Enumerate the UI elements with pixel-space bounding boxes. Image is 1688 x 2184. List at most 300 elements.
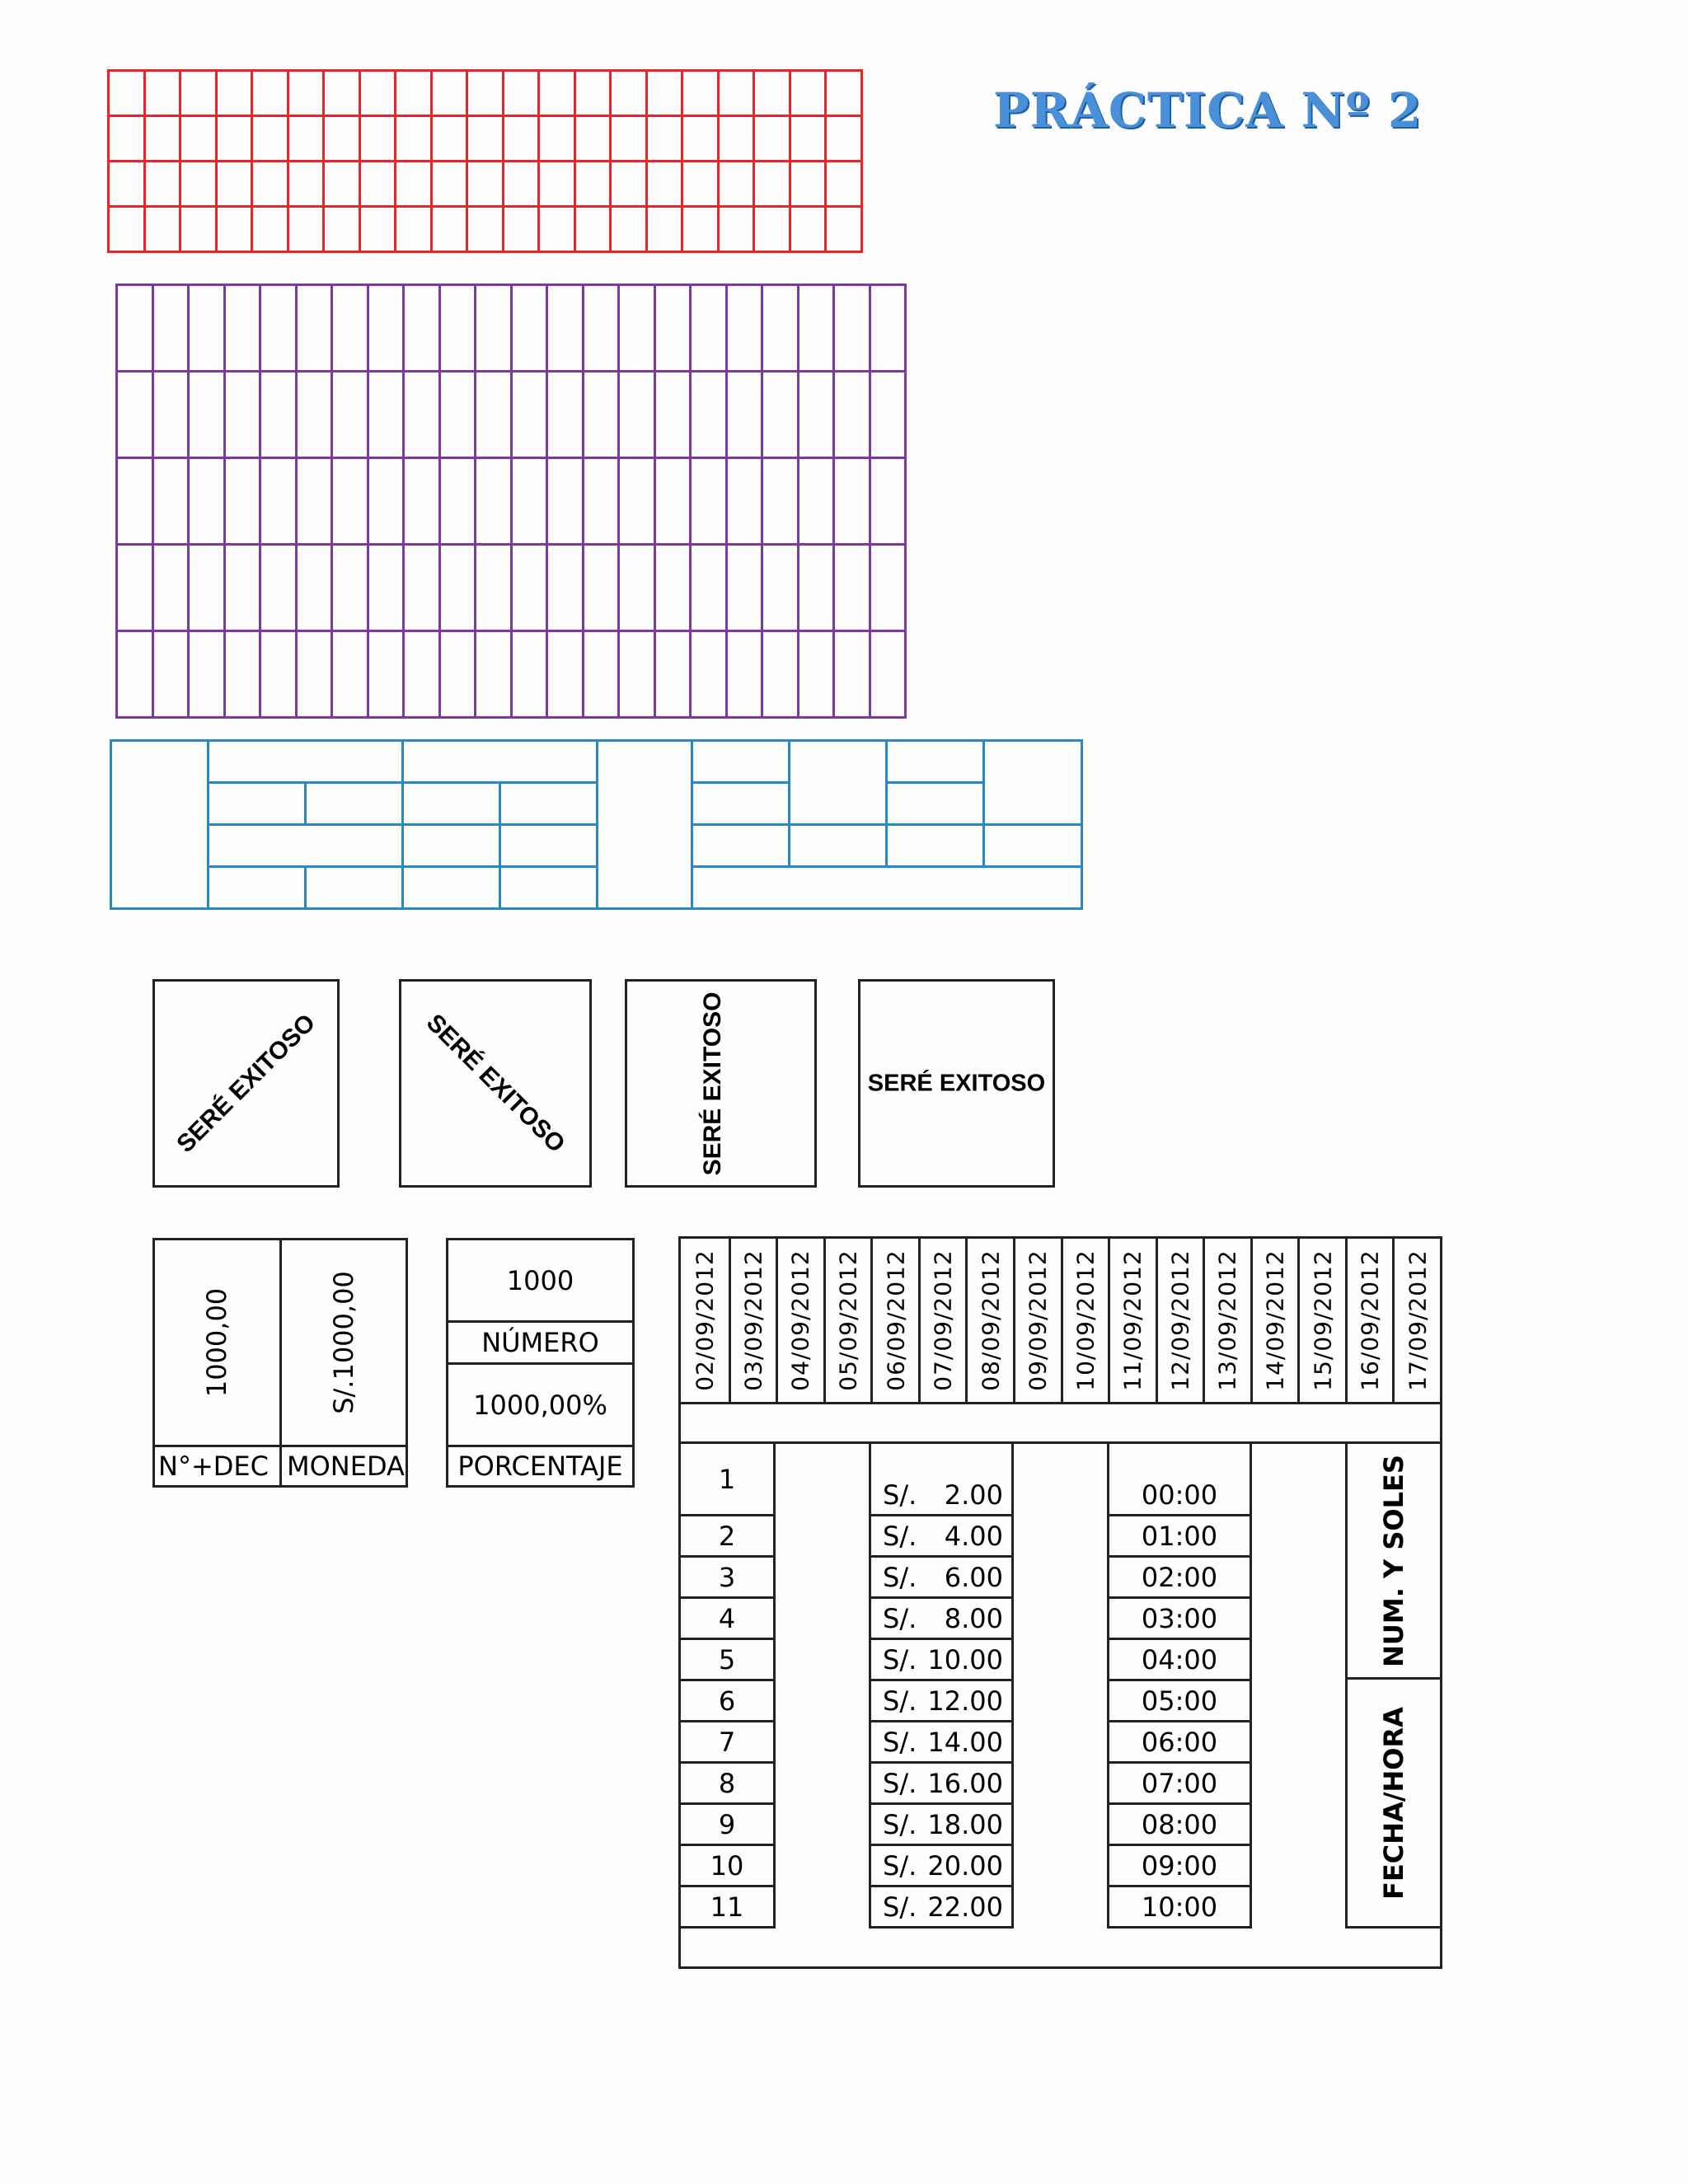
- grid-cell: [762, 372, 799, 458]
- date-header-cell: [1250, 1239, 1298, 1402]
- grid-cell: [189, 545, 225, 631]
- currency-symbol: S/.: [883, 1767, 917, 1799]
- grid-cell: [181, 116, 217, 162]
- grid-cell: [117, 458, 153, 545]
- list-item: [678, 1679, 776, 1722]
- grid-cell: [224, 285, 260, 372]
- table-cell: [887, 741, 984, 783]
- time-value: 09:00: [1141, 1849, 1218, 1882]
- grid-cell: [619, 372, 655, 458]
- num-dec-label: N°+DEC: [152, 1445, 282, 1488]
- date-label: 05/09/2012: [834, 1249, 862, 1391]
- list-item: [1107, 1885, 1252, 1929]
- table-cell: [209, 783, 306, 825]
- date-header-cell: [1061, 1239, 1109, 1402]
- grid-cell: [798, 545, 834, 631]
- grid-cell: [619, 285, 655, 372]
- list-item: [1107, 1555, 1252, 1599]
- grid-cell: [762, 285, 799, 372]
- amount-value: 10.00: [927, 1643, 1003, 1675]
- grid-cell: [260, 631, 297, 718]
- grid-cell: [117, 372, 153, 458]
- amount-value: 4.00: [944, 1520, 1003, 1552]
- date-header-cell: [1297, 1239, 1345, 1402]
- number-value: 3: [718, 1561, 736, 1593]
- grid-cell: [189, 458, 225, 545]
- date-label: 12/09/2012: [1166, 1249, 1194, 1391]
- grid-cell: [109, 162, 145, 207]
- date-header-row: [678, 1236, 1442, 1404]
- time-value: 08:00: [1141, 1808, 1218, 1840]
- date-label: 15/09/2012: [1309, 1249, 1337, 1391]
- percent-label: PORCENTAJE: [446, 1445, 635, 1488]
- date-header-cell: [1345, 1239, 1393, 1402]
- table-cell: [692, 741, 790, 783]
- grid-cell: [691, 545, 727, 631]
- grid-cell: [439, 285, 476, 372]
- grid-cell: [654, 372, 691, 458]
- grid-cell: [682, 116, 719, 162]
- number-value: 5: [718, 1643, 736, 1675]
- grid-cell: [691, 372, 727, 458]
- table-cell: [403, 825, 500, 867]
- page-title: PRÁCTICA Nº 2: [993, 82, 1423, 138]
- time-value: 01:00: [1141, 1520, 1218, 1552]
- table-cell: [403, 783, 500, 825]
- grid-cell: [404, 631, 440, 718]
- grid-cell: [574, 207, 611, 252]
- grid-cell: [181, 71, 217, 116]
- grid-cell: [539, 207, 575, 252]
- date-header-cell: [918, 1239, 966, 1402]
- grid-cell: [396, 207, 432, 252]
- grid-cell: [144, 162, 181, 207]
- list-item: [678, 1885, 776, 1929]
- grid-cell: [404, 372, 440, 458]
- grid-cell: [646, 162, 682, 207]
- grid-cell: [368, 631, 404, 718]
- number-value: 11: [710, 1891, 744, 1923]
- grid-cell: [332, 372, 368, 458]
- list-item: [1107, 1761, 1252, 1805]
- horizontal-text-box: [858, 979, 1055, 1188]
- date-label: 03/09/2012: [739, 1249, 767, 1391]
- grid-cell: [152, 285, 189, 372]
- merged-cell: [692, 867, 1082, 909]
- list-item: [678, 1441, 776, 1516]
- grid-cell: [181, 162, 217, 207]
- grid-cell: [539, 116, 575, 162]
- grid-cell: [260, 372, 297, 458]
- grid-cell: [503, 71, 539, 116]
- grid-cell: [252, 71, 288, 116]
- grid-cell: [216, 162, 252, 207]
- list-item: [869, 1802, 1014, 1846]
- grid-cell: [691, 285, 727, 372]
- time-value: 05:00: [1141, 1685, 1218, 1717]
- grid-cell: [252, 162, 288, 207]
- date-header-cell: [1108, 1239, 1156, 1402]
- amount-value: 12.00: [927, 1685, 1003, 1717]
- grid-cell: [144, 71, 181, 116]
- grid-cell: [359, 207, 396, 252]
- date-header-cell: [1203, 1239, 1250, 1402]
- grid-cell: [476, 285, 512, 372]
- merged-cell: [111, 741, 209, 909]
- grid-cell: [762, 458, 799, 545]
- grid-cell: [726, 545, 762, 631]
- grid-cell: [547, 545, 584, 631]
- grid-cell: [547, 372, 584, 458]
- list-item: [678, 1638, 776, 1681]
- table-cell: [692, 783, 790, 825]
- rotated-text-box-minus45: [399, 979, 592, 1188]
- grid-cell: [260, 285, 297, 372]
- currency-cell: [279, 1238, 408, 1447]
- grid-cell: [216, 207, 252, 252]
- grid-cell: [790, 71, 826, 116]
- grid-cell: [583, 458, 619, 545]
- table-cell: [209, 867, 306, 909]
- grid-cell: [332, 545, 368, 631]
- grid-cell: [762, 545, 799, 631]
- time-value: 07:00: [1141, 1767, 1218, 1799]
- side-label-fecha-hora: FECHA/HORA: [1378, 1706, 1410, 1900]
- grid-cell: [503, 162, 539, 207]
- grid-cell: [834, 285, 870, 372]
- grid-cell: [109, 116, 145, 162]
- grid-cell: [762, 631, 799, 718]
- currency-symbol: S/.: [883, 1602, 917, 1634]
- grid-cell: [368, 458, 404, 545]
- num-dec-cell: [152, 1238, 282, 1447]
- table-cell: [403, 867, 500, 909]
- date-label: 16/09/2012: [1356, 1249, 1384, 1391]
- horizontal-text: SERÉ EXITOSO: [867, 1070, 1046, 1096]
- currency-symbol: S/.: [883, 1808, 917, 1840]
- grid-cell: [189, 631, 225, 718]
- currency-value: S/.1000,00: [328, 1271, 359, 1414]
- grid-cell: [189, 285, 225, 372]
- grid-cell: [431, 71, 467, 116]
- currency-symbol: S/.: [883, 1479, 917, 1511]
- amount-value: 8.00: [944, 1602, 1003, 1634]
- number-value: 1000: [446, 1238, 635, 1323]
- grid-cell: [404, 285, 440, 372]
- list-item: [1107, 1638, 1252, 1681]
- grid-cell: [252, 207, 288, 252]
- date-label: 11/09/2012: [1118, 1249, 1146, 1391]
- number-value: 7: [718, 1726, 736, 1758]
- grid-cell: [790, 116, 826, 162]
- grid-cell: [404, 458, 440, 545]
- grid-cell: [691, 631, 727, 718]
- date-label: 14/09/2012: [1261, 1249, 1289, 1391]
- grid-cell: [754, 207, 790, 252]
- time-value: 02:00: [1141, 1561, 1218, 1593]
- empty-row: [678, 1402, 1442, 1444]
- list-item: [1107, 1596, 1252, 1640]
- merged-cell: [209, 741, 403, 783]
- merged-cell: [598, 741, 692, 909]
- table-cell: [500, 825, 598, 867]
- list-item: [678, 1844, 776, 1887]
- grid-cell: [646, 116, 682, 162]
- grid-cell: [439, 458, 476, 545]
- grid-cell: [296, 458, 332, 545]
- grid-cell: [511, 285, 547, 372]
- grid-cell: [790, 207, 826, 252]
- grid-cell: [431, 116, 467, 162]
- rotated-text-box-vertical: [625, 979, 817, 1188]
- rotated-text-box-45: [152, 979, 340, 1188]
- date-header-cell: [823, 1239, 871, 1402]
- grid-cell: [583, 631, 619, 718]
- currency-label: MONEDA: [279, 1445, 408, 1488]
- table-cell: [306, 867, 403, 909]
- date-header-cell: [1392, 1239, 1440, 1402]
- date-label: 07/09/2012: [929, 1249, 957, 1391]
- red-grid: [107, 69, 863, 253]
- grid-cell: [117, 285, 153, 372]
- grid-cell: [476, 372, 512, 458]
- grid-cell: [826, 71, 862, 116]
- list-item: [678, 1555, 776, 1599]
- list-item: [678, 1802, 776, 1846]
- date-header-cell: [1013, 1239, 1061, 1402]
- grid-cell: [288, 207, 324, 252]
- grid-cell: [216, 116, 252, 162]
- number-value: 4: [718, 1602, 736, 1634]
- grid-cell: [834, 458, 870, 545]
- grid-cell: [296, 545, 332, 631]
- grid-cell: [834, 545, 870, 631]
- grid-cell: [682, 162, 719, 207]
- list-item: [678, 1761, 776, 1805]
- grid-cell: [539, 162, 575, 207]
- date-header-cell: [965, 1239, 1013, 1402]
- number-value: 10: [710, 1849, 744, 1882]
- date-label: 10/09/2012: [1071, 1249, 1100, 1391]
- merged-cell: [984, 741, 1082, 825]
- currency-symbol: S/.: [883, 1685, 917, 1717]
- grid-cell: [870, 458, 906, 545]
- amount-value: 20.00: [927, 1849, 1003, 1882]
- grid-cell: [754, 71, 790, 116]
- date-header-cell: [681, 1239, 729, 1402]
- amount-value: 22.00: [927, 1891, 1003, 1923]
- amount-value: 16.00: [927, 1767, 1003, 1799]
- grid-cell: [216, 71, 252, 116]
- grid-cell: [611, 162, 647, 207]
- grid-cell: [296, 631, 332, 718]
- rotated-text: SERÉ EXITOSO: [420, 1008, 570, 1158]
- grid-cell: [467, 162, 504, 207]
- grid-cell: [404, 545, 440, 631]
- grid-cell: [798, 458, 834, 545]
- list-item: [1107, 1720, 1252, 1764]
- grid-cell: [467, 116, 504, 162]
- grid-cell: [539, 71, 575, 116]
- list-item: [869, 1441, 1014, 1516]
- grid-cell: [654, 631, 691, 718]
- list-item: [869, 1761, 1014, 1805]
- grid-cell: [431, 207, 467, 252]
- list-item: [1107, 1514, 1252, 1558]
- table-cell: [984, 825, 1082, 867]
- grid-cell: [368, 372, 404, 458]
- grid-cell: [503, 207, 539, 252]
- grid-cell: [870, 631, 906, 718]
- grid-cell: [324, 207, 360, 252]
- merged-cell: [790, 741, 887, 825]
- currency-symbol: S/.: [883, 1561, 917, 1593]
- date-label: 13/09/2012: [1213, 1249, 1241, 1391]
- grid-cell: [359, 116, 396, 162]
- grid-cell: [646, 71, 682, 116]
- side-label-num-soles-cell: [1345, 1441, 1442, 1680]
- grid-cell: [654, 458, 691, 545]
- list-item: [869, 1679, 1014, 1722]
- grid-cell: [826, 116, 862, 162]
- grid-cell: [296, 285, 332, 372]
- side-label-num-soles: NUM. Y SOLES: [1378, 1454, 1410, 1667]
- grid-cell: [619, 631, 655, 718]
- grid-cell: [224, 458, 260, 545]
- grid-cell: [109, 71, 145, 116]
- grid-cell: [152, 372, 189, 458]
- number-value: 1: [718, 1463, 736, 1495]
- list-item: [869, 1885, 1014, 1929]
- grid-cell: [288, 116, 324, 162]
- grid-cell: [117, 631, 153, 718]
- grid-cell: [654, 545, 691, 631]
- grid-cell: [431, 162, 467, 207]
- list-item: [869, 1844, 1014, 1887]
- time-value: 03:00: [1141, 1602, 1218, 1634]
- purple-grid: [115, 284, 907, 719]
- table-cell: [887, 783, 984, 825]
- grid-cell: [574, 71, 611, 116]
- grid-cell: [547, 458, 584, 545]
- date-label: 06/09/2012: [882, 1249, 910, 1391]
- time-value: 10:00: [1141, 1891, 1218, 1923]
- grid-cell: [476, 458, 512, 545]
- grid-cell: [368, 285, 404, 372]
- grid-cell: [324, 162, 360, 207]
- amount-value: 18.00: [927, 1808, 1003, 1840]
- grid-cell: [296, 372, 332, 458]
- number-value: 8: [718, 1767, 736, 1799]
- grid-cell: [870, 285, 906, 372]
- grid-cell: [574, 116, 611, 162]
- grid-cell: [189, 372, 225, 458]
- grid-cell: [826, 162, 862, 207]
- grid-cell: [691, 458, 727, 545]
- date-label: 17/09/2012: [1404, 1249, 1432, 1391]
- date-label: 08/09/2012: [977, 1249, 1005, 1391]
- grid-cell: [754, 162, 790, 207]
- grid-cell: [332, 285, 368, 372]
- grid-cell: [324, 71, 360, 116]
- grid-cell: [511, 458, 547, 545]
- date-header-cell: [870, 1239, 918, 1402]
- grid-cell: [152, 545, 189, 631]
- list-item: [1107, 1802, 1252, 1846]
- grid-cell: [181, 207, 217, 252]
- number-value: 2: [718, 1520, 736, 1552]
- grid-cell: [511, 372, 547, 458]
- table-cell: [500, 867, 598, 909]
- date-label: 09/09/2012: [1024, 1249, 1052, 1391]
- grid-cell: [252, 116, 288, 162]
- grid-cell: [583, 372, 619, 458]
- grid-cell: [611, 71, 647, 116]
- grid-cell: [682, 71, 719, 116]
- grid-cell: [726, 458, 762, 545]
- list-item: [869, 1720, 1014, 1764]
- grid-cell: [503, 116, 539, 162]
- grid-cell: [144, 116, 181, 162]
- grid-cell: [439, 631, 476, 718]
- table-cell: [790, 825, 887, 867]
- list-item: [1107, 1441, 1252, 1516]
- grid-cell: [224, 545, 260, 631]
- list-item: [1107, 1844, 1252, 1887]
- grid-cell: [718, 162, 754, 207]
- table-cell: [500, 783, 598, 825]
- list-item: [678, 1720, 776, 1764]
- grid-cell: [511, 545, 547, 631]
- grid-cell: [583, 545, 619, 631]
- num-dec-value: 1000,00: [201, 1287, 233, 1398]
- amount-value: 14.00: [927, 1726, 1003, 1758]
- grid-cell: [117, 545, 153, 631]
- merged-cell: [403, 741, 598, 783]
- grid-cell: [870, 372, 906, 458]
- grid-cell: [646, 207, 682, 252]
- date-label: 04/09/2012: [786, 1249, 814, 1391]
- grid-cell: [288, 162, 324, 207]
- time-value: 06:00: [1141, 1726, 1218, 1758]
- grid-cell: [826, 207, 862, 252]
- number-value: 6: [718, 1685, 736, 1717]
- time-value: 00:00: [1141, 1479, 1218, 1511]
- grid-cell: [152, 631, 189, 718]
- grid-cell: [790, 162, 826, 207]
- grid-cell: [359, 71, 396, 116]
- grid-cell: [396, 116, 432, 162]
- grid-cell: [726, 631, 762, 718]
- grid-cell: [467, 71, 504, 116]
- percent-value: 1000,00%: [446, 1362, 635, 1447]
- grid-cell: [834, 631, 870, 718]
- grid-cell: [754, 116, 790, 162]
- currency-symbol: S/.: [883, 1643, 917, 1675]
- grid-cell: [260, 458, 297, 545]
- number-label: NÚMERO: [446, 1320, 635, 1365]
- grid-cell: [726, 285, 762, 372]
- grid-cell: [718, 207, 754, 252]
- grid-cell: [834, 372, 870, 458]
- amount-value: 2.00: [944, 1479, 1003, 1511]
- grid-cell: [332, 631, 368, 718]
- currency-symbol: S/.: [883, 1891, 917, 1923]
- grid-cell: [611, 207, 647, 252]
- grid-cell: [583, 285, 619, 372]
- list-item: [1107, 1679, 1252, 1722]
- grid-cell: [224, 372, 260, 458]
